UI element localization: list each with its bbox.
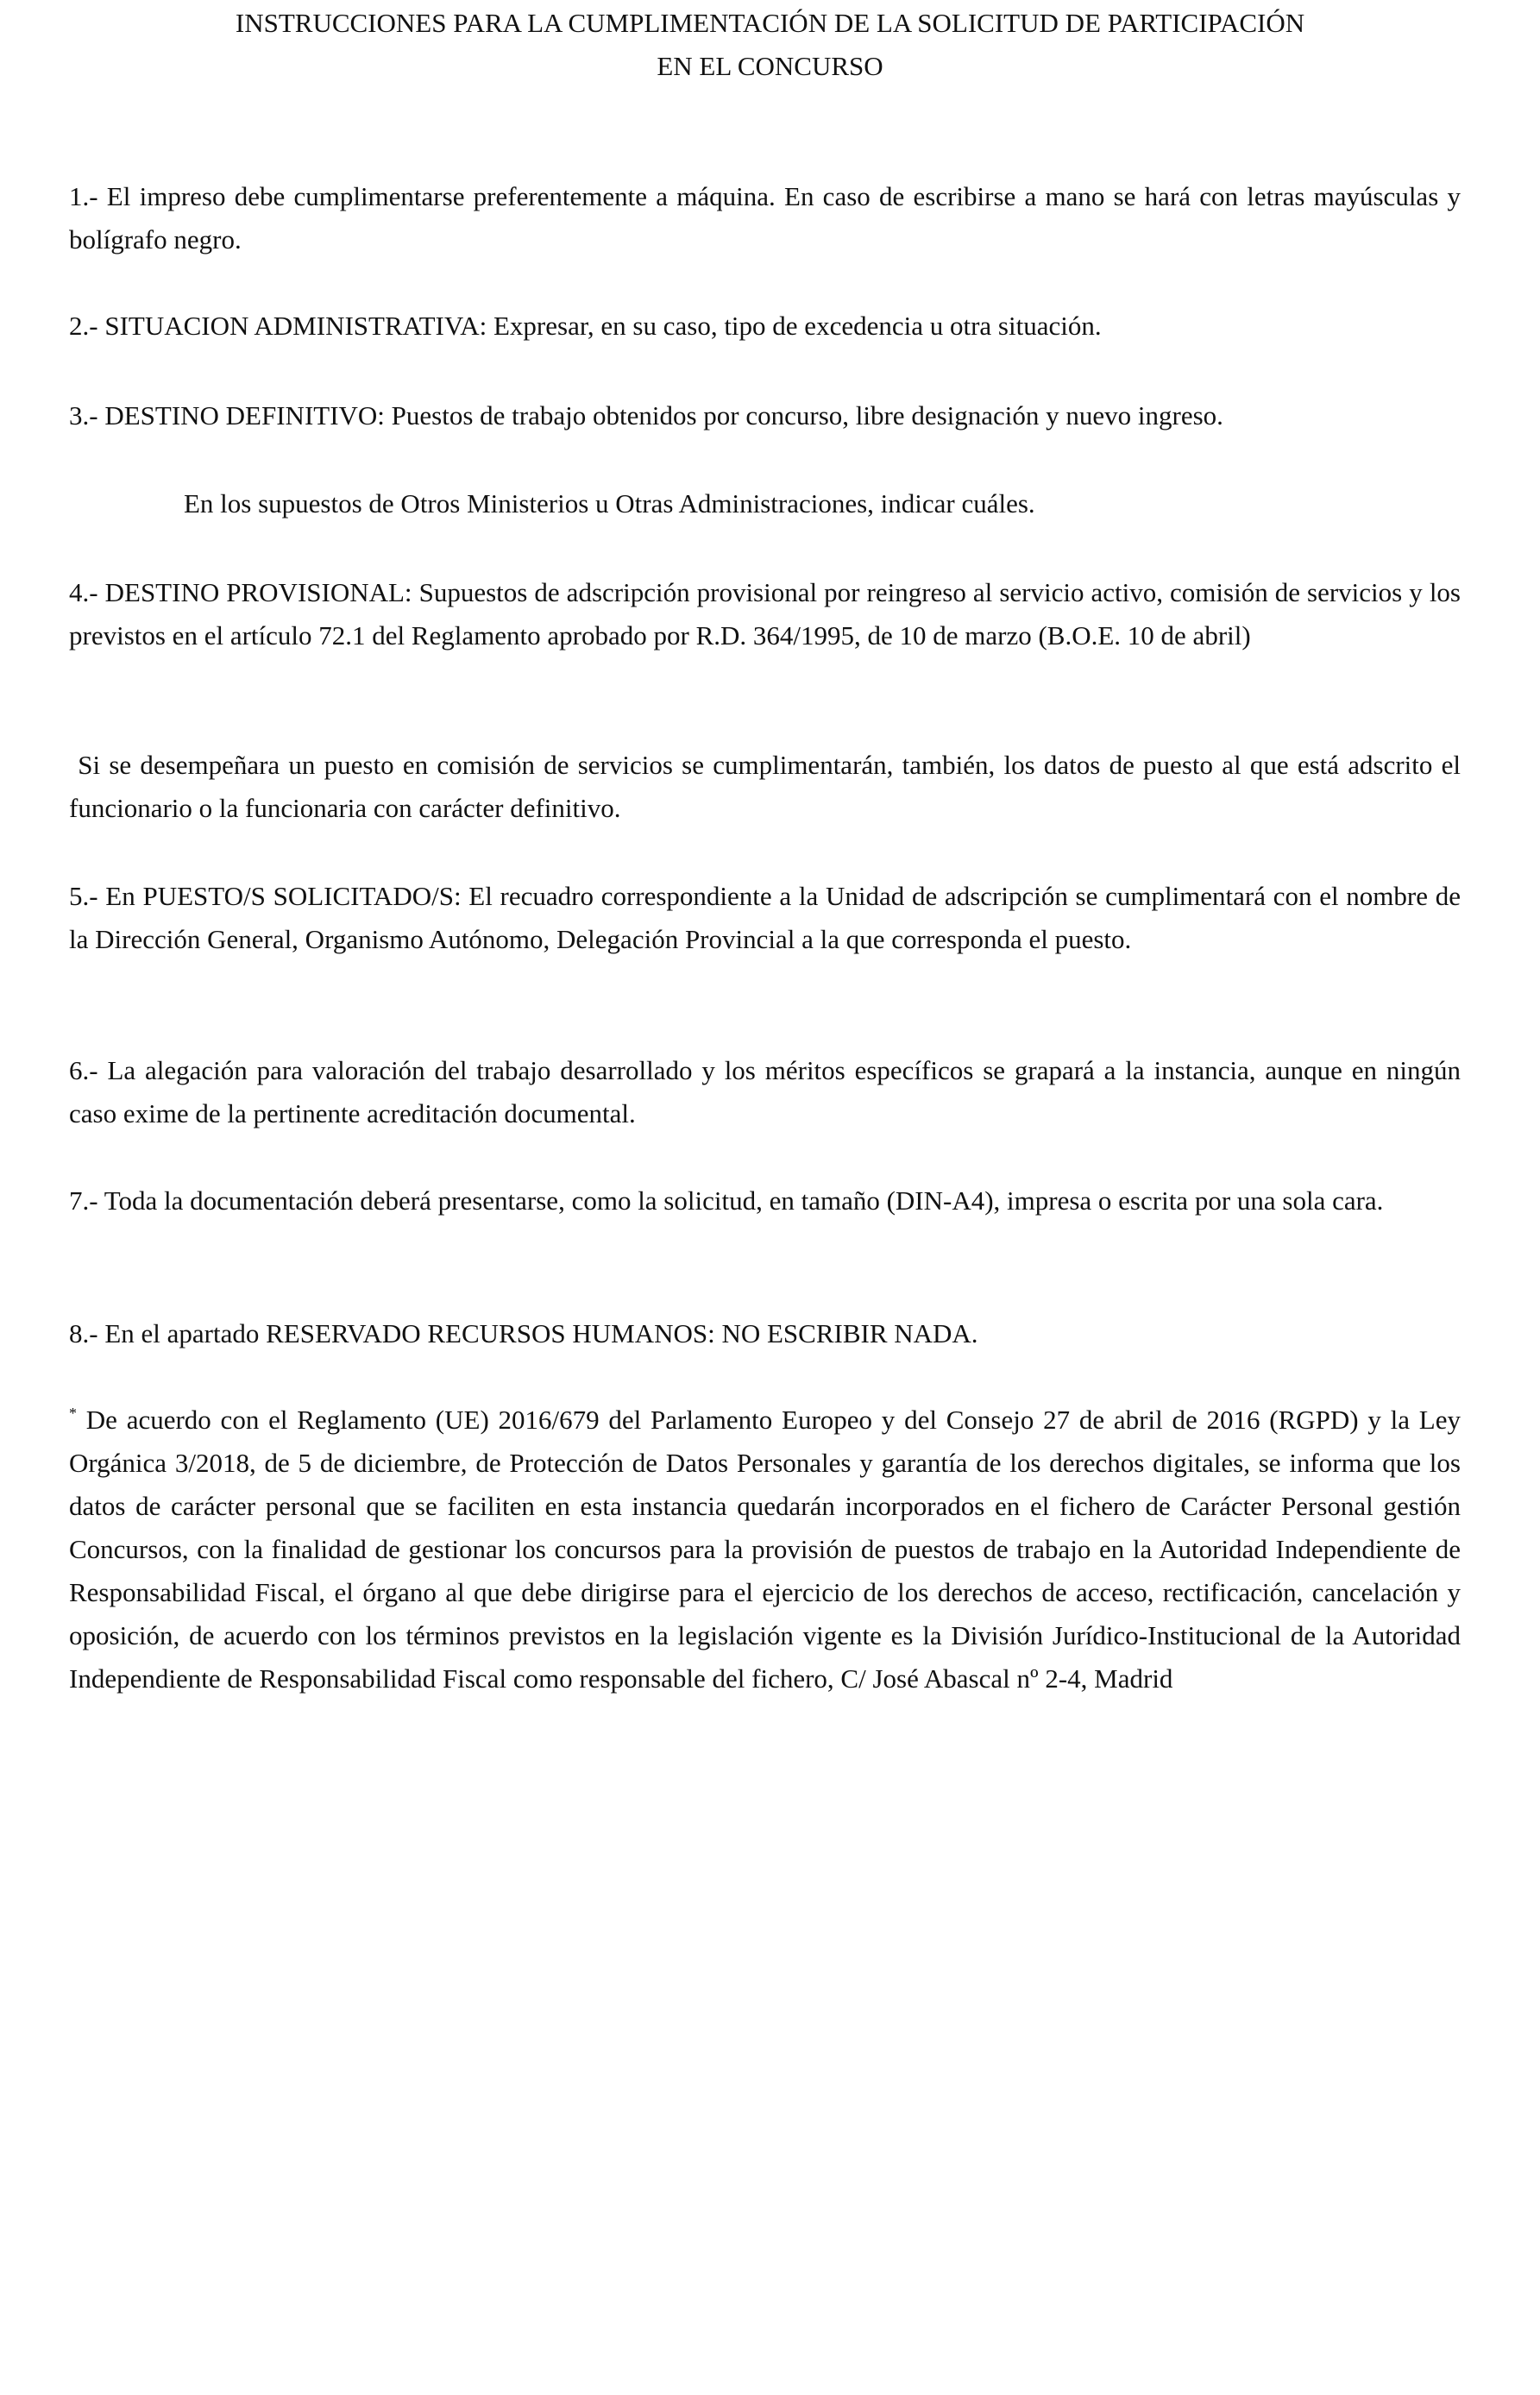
data-protection-footnote — [69, 1399, 1461, 1700]
title-line-1: INSTRUCCIONES PARA LA CUMPLIMENTACIÓN DE LA SOLICITUD DE PARTICIPACIÓN — [235, 8, 1305, 38]
instruction-6: 6.- La alegación para valoración del trabajo desarrollado y los méritos específicos se grapará a la instancia, aunque en ningún caso exime de la pertinente acreditación documental. — [69, 1055, 1461, 1128]
instruction-1: 1.- El impreso debe cumplimentarse preferentemente a máquina. En caso de escribirse a mano se hará con letras mayúsculas y bolígrafo negro. — [69, 181, 1461, 255]
footnote-asterisk: * — [69, 1405, 77, 1422]
instruction-8: 8.- En el apartado RESERVADO RECURSOS HUMANOS: NO ESCRIBIR NADA. — [69, 1318, 978, 1348]
instruction-3: 3.- DESTINO DEFINITIVO: Puestos de trabajo obtenidos por concurso, libre designación y nuevo ingreso. — [69, 400, 1223, 431]
title-line-2: EN EL CONCURSO — [657, 51, 883, 81]
footnote-text: De acuerdo con el Reglamento (UE) 2016/679 del Parlamento Europeo y del Consejo 27 de abril de 2016 (RGPD) y la Ley Orgánica 3/2018, de 5 de diciembre, de Protección de Datos Personales y garantía de los derechos digitales, se informa que los datos de carácter personal que se faciliten en esta instancia quedarán incorporados en el fichero de Carácter Personal gestión Concursos, con la finalidad de gestionar los concursos para la provisión de puestos de trabajo en la Autoridad Independiente de Responsabilidad Fiscal, el órgano al que debe dirigirse para el ejercicio de los derechos de acceso, rectificación, cancelación y oposición, de acuerdo con los términos previstos en la legislación vigente es la División Jurídico-Institucional de la Autoridad Independiente de Responsabilidad Fiscal como responsable del fichero, C/ José Abascal nº 2-4, Madrid — [69, 1405, 1461, 1694]
instruction-3-note: En los supuestos de Otros Ministerios u Otras Administraciones, indicar cuáles. — [184, 488, 1035, 519]
instruction-4: 4.- DESTINO PROVISIONAL: Supuestos de adscripción provisional por reingreso al servicio activo, comisión de servicios y los previstos en el artículo 72.1 del Reglamento aprobado por R.D. 364/1995, de 10 de marzo (B.O.E. 10 de abril) — [69, 577, 1461, 651]
instruction-2: 2.- SITUACION ADMINISTRATIVA: Expresar, en su caso, tipo de excedencia u otra situación. — [69, 311, 1102, 341]
instruction-4-note: Si se desempeñara un puesto en comisión de servicios se cumplimentarán, también, los datos de puesto al que está adscrito el funcionario o la funcionaria con carácter definitivo. — [69, 750, 1468, 823]
instruction-5: 5.- En PUESTO/S SOLICITADO/S: El recuadro correspondiente a la Unidad de adscripción se cumplimentará con el nombre de la Dirección General, Organismo Autónomo, Delegación Provincial a la que corresponda el puesto. — [69, 881, 1461, 954]
instruction-7: 7.- Toda la documentación deberá presentarse, como la solicitud, en tamaño (DIN-A4), impresa o escrita por una sola cara. — [69, 1185, 1384, 1216]
